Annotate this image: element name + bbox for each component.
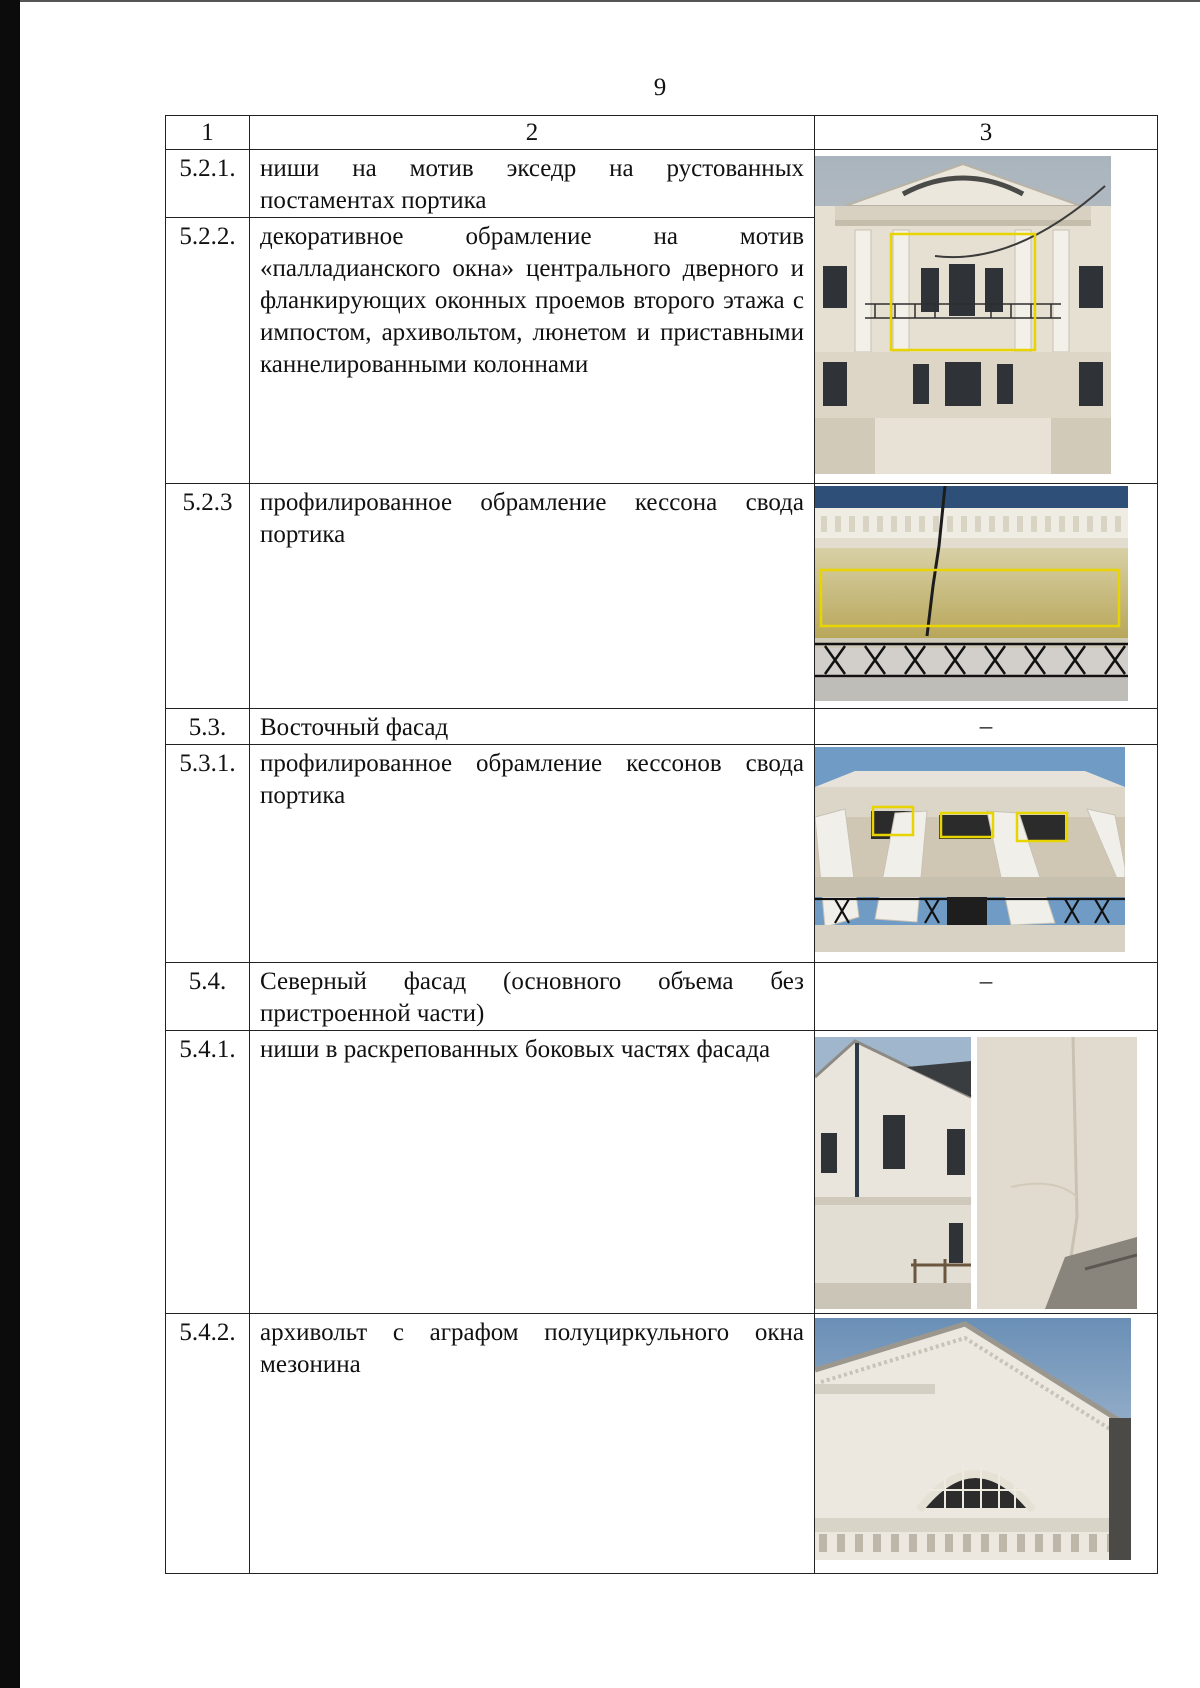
row-photo-cell <box>815 150 1158 484</box>
east-portico-photo <box>815 747 1157 952</box>
header-col-1: 1 <box>166 116 250 150</box>
north-facade-photos <box>815 1037 1157 1309</box>
row-photo-cell <box>815 1031 1158 1314</box>
table-row <box>166 1031 1158 1314</box>
row-description: профилированное обрамление кессона свода портика <box>250 484 815 709</box>
row-number: 5.3.1. <box>166 745 250 963</box>
row-description: профилированное обрамление кессонов свода портика <box>250 745 815 963</box>
table-row <box>166 745 1158 963</box>
scan-top-edge <box>20 0 1200 2</box>
table-row <box>166 484 1158 709</box>
row-description: Восточный фасад <box>250 709 815 745</box>
row-photo-cell <box>815 745 1158 963</box>
row-number: 5.2.1. <box>166 150 250 218</box>
row-number: 5.2.3 <box>166 484 250 709</box>
elements-table <box>165 115 1158 1574</box>
row-number: 5.4.2. <box>166 1314 250 1574</box>
header-col-2: 2 <box>250 116 815 150</box>
page-number: 9 <box>653 74 667 101</box>
portico-facade-photo <box>815 156 1157 474</box>
table-header-row <box>166 116 1158 150</box>
mezzanine-window-photo <box>815 1318 1157 1560</box>
row-number: 5.3. <box>166 709 250 745</box>
row-description: Северный фасад (основного объема без пристроенной части) <box>250 963 815 1031</box>
row-description: архивольт с аграфом полуциркульного окна мезонина <box>250 1314 815 1574</box>
row-description: декоративное обрамление на мотив «палладианского окна» центрального дверного и фланкирующих оконных проемов второго этажа с импостом, архивольтом, люнетом и приставными каннелированными колоннами <box>250 218 815 484</box>
scan-edge <box>0 0 20 1688</box>
table-row <box>166 150 1158 218</box>
vault-coffer-photo <box>815 486 1157 701</box>
row-description: ниши на мотив экседр на рустованных постаментах портика <box>250 150 815 218</box>
row-photo-cell <box>815 1314 1158 1574</box>
table-row <box>166 709 1158 745</box>
table-row <box>166 963 1158 1031</box>
row-number: 5.4.1. <box>166 1031 250 1314</box>
header-col-3: 3 <box>815 116 1158 150</box>
row-description: ниши в раскрепованных боковых частях фасада <box>250 1031 815 1314</box>
row-photo-dash: – <box>815 709 1158 745</box>
table-row <box>166 1314 1158 1574</box>
row-number: 5.2.2. <box>166 218 250 484</box>
row-photo-dash: – <box>815 963 1158 1031</box>
row-photo-cell <box>815 484 1158 709</box>
row-number: 5.4. <box>166 963 250 1031</box>
